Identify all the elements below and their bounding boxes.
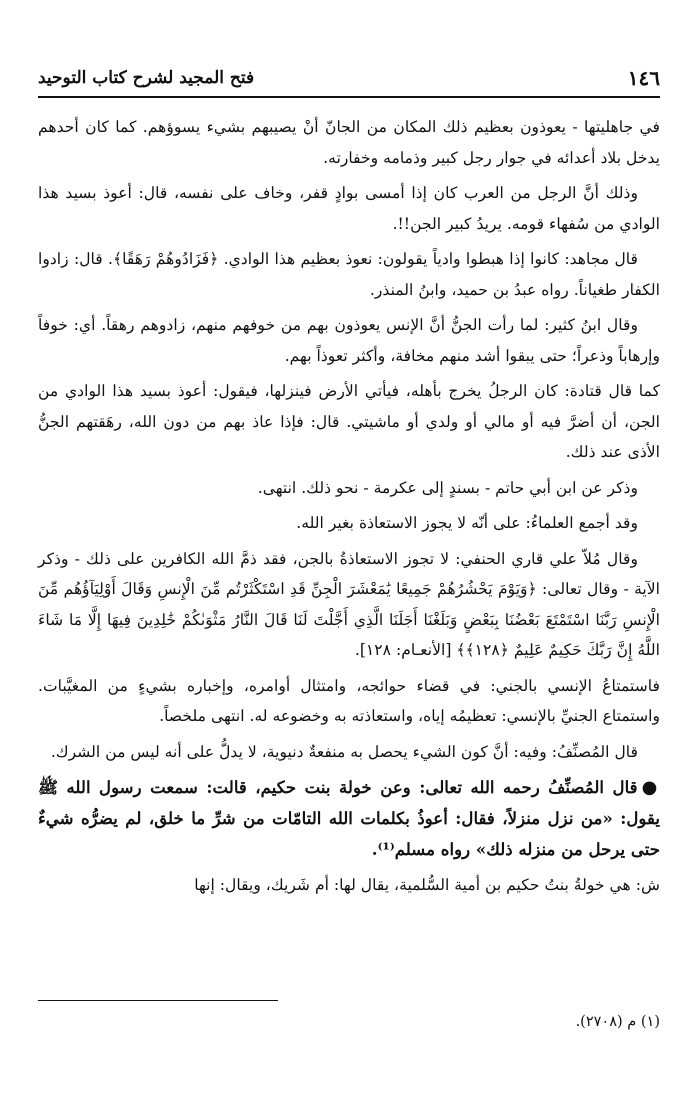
paragraph	[38, 737, 660, 768]
paragraph-text: كما قال قتادة: كان الرجلُ يخرج بأهله، فيأتي الأرض فينزلها، فيقول: أعوذ بسيد هذا الوادي من الجن، أن أضرَّ فيه أو مالي أو ولدي أو ماشيتي. قال: فإذا عاذ بهم من دون الله، رهَقتهم الجنُّ الأذى عند ذلك.	[38, 382, 660, 461]
paragraph	[38, 112, 660, 173]
paragraph	[38, 473, 660, 504]
page-header	[38, 60, 660, 98]
paragraph	[38, 376, 660, 468]
paragraph	[38, 671, 660, 732]
paragraph-text: وقال ابنُ كثير: لما رأت الجنُّ أنَّ الإنس يعوذون بهم من خوفهم منهم، زادوهم رهقاً. أي: خوفاً وإرهاباً وذعراً؛ حتى يبقوا أشد منهم مخافة، وأكثر تعوذاً بهم.	[38, 316, 660, 365]
paragraph-text: في جاهليتها - يعوذون بعظيم ذلك المكان من الجانّ أنْ يصيبهم بشيء يسوؤهم. كما كان أحدهم يدخل بلاد أعدائه في جوار رجل كبير وذمامه وخفارته.	[38, 118, 660, 167]
paragraph	[38, 544, 660, 666]
paragraph	[38, 310, 660, 371]
footnote-divider	[38, 1000, 278, 1001]
paragraph	[38, 178, 660, 239]
paragraph-text: قال المُصنِّفُ رحمه الله تعالى: وعن خولة بنت حكيم، قالت: سمعت رسول الله ﷺ يقول: «من نزل منزلاً، فقال: أعوذُ بكلمات الله التامّات من شرِّ ما خلق، لم يضرُّه شيءٌ حتى يرحل من منزله ذلك» رواه مسلم⁽¹⁾.	[38, 777, 660, 859]
paragraph-text: قال مجاهد: كانوا إذا هبطوا وادياً يقولون: نعوذ بعظيم هذا الوادي. ﴿فَزَادُوهُمْ رَهَقًا﴾. قال: زادوا الكفار طغياناً. رواه عبدُ بن حميد، وابنُ المنذر.	[38, 250, 660, 299]
paragraph	[38, 244, 660, 305]
bullet-icon: ●	[641, 777, 660, 798]
paragraph	[38, 870, 660, 901]
page-body	[38, 112, 660, 906]
footnote: (١) م (٢٧٠٨).	[575, 1014, 660, 1030]
paragraph-text: وقال مُلاّ علي قاري الحنفي: لا تجوز الاستعاذةُ بالجن، فقد ذمَّ الله الكافرين على ذلك - وذكر الآية - وقال تعالى: ﴿وَيَوْمَ يَحْشُرُهُمْ جَمِيعًا يَٰمَعْشَرَ الْجِنِّ قَدِ اسْتَكْثَرْتُم مِّنَ الْإِنسِ وَقَالَ أَوْلِيَآؤُهُم مِّنَ الْإِنسِ رَبَّنَا اسْتَمْتَعَ بَعْضُنَا بِبَعْضٍ وَبَلَغْنَا أَجَلَنَا الَّذِي أَجَّلْتَ لَنَا قَالَ النَّارُ مَثْوَىٰكُمْ خَٰلِدِينَ فِيهَا إِلَّا مَا شَاءَ اللَّهُ إِنَّ رَبَّكَ حَكِيمٌ عَلِيمٌ ﴿١٢٨﴾﴾ [الأنعـام: ١٢٨].	[38, 549, 660, 659]
paragraph-text: فاستمتاعُ الإنسي بالجني: في قضاء حوائجه، وامتثال أوامره، وإخباره بشيءٍ من المغيَّبات. واستمتاع الجنيِّ بالإنسي: تعظيمُه إياه، واستعاذته به وخضوعه له. انتهى ملخصاً.	[38, 676, 660, 725]
paragraph	[38, 508, 660, 539]
paragraph-text: قال المُصنِّفُ: وفيه: أنَّ كون الشيء يحصل به منفعةٌ دنيوية، لا يدلُّ على أنه ليس من الشرك.	[50, 742, 638, 761]
paragraph	[38, 772, 660, 865]
paragraph-text: وذلك أنَّ الرجل من العرب كان إذا أمسى بوادٍ قفر، وخاف على نفسه، قال: أعوذ بسيد هذا الوادي من سُفهاء قومه. يريدُ كبير الجن!!.	[38, 184, 660, 233]
running-title: فتح المجيد لشرح كتاب التوحيد	[38, 68, 255, 88]
paragraph-text: وقد أجمع العلماءُ: على أنّه لا يجوز الاستعاذة بغير الله.	[296, 514, 638, 532]
paragraph-text: ش: هي خولةُ بنتُ حكيم بن أمية السُّلمية، يقال لها: أم شَريك، ويقال: إنها	[194, 876, 660, 894]
paragraph-text: وذكر عن ابن أبي حاتم - بسندٍ إلى عكرمة - نحو ذلك. انتهى.	[257, 478, 638, 497]
page-number: ١٤٦	[627, 66, 660, 90]
